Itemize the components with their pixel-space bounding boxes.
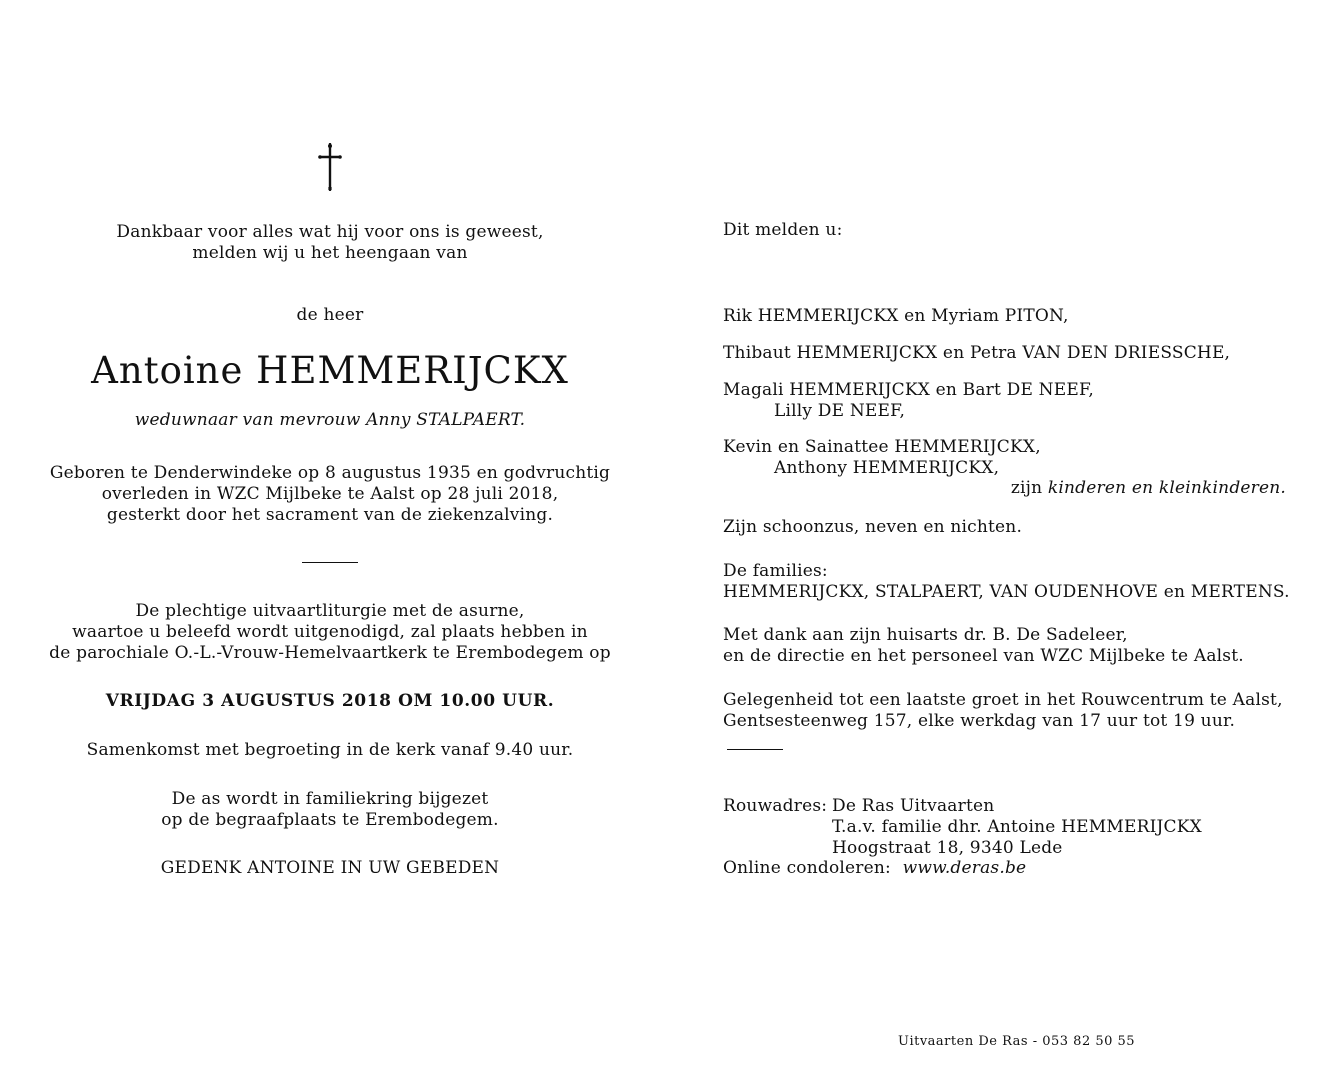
thanks-line-2: en de directie en het personeel van WZC Mijlbeke te Aalst.	[723, 646, 1244, 666]
address-line-1: De Ras Uitvaarten	[832, 796, 995, 816]
gathering-text: Samenkomst met begroeting in de kerk vanaf 9.40 uur.	[86, 740, 574, 760]
inlaws-text: Zijn schoonzus, neven en nichten.	[723, 517, 1023, 537]
footer-credit: Uitvaarten De Ras - 053 82 50 55	[898, 1034, 1136, 1049]
service-line-2: waartoe u beleefd wordt uitgenodigd, zal plaats hebben in	[72, 622, 588, 642]
online-url[interactable]: www.deras.be	[902, 858, 1027, 878]
cross-icon	[318, 143, 342, 191]
divider-left	[302, 562, 358, 563]
burial-line-1: De as wordt in familiekring bijgezet	[171, 789, 489, 809]
burial-line-2: op de begraafplaats te Erembodegem.	[161, 810, 499, 830]
address-line-2: T.a.v. familie dhr. Antoine HEMMERIJCKX	[832, 817, 1202, 837]
burial-text	[30, 789, 630, 831]
address-line-3: Hoogstraat 18, 9340 Lede	[832, 838, 1063, 858]
announce-text: Dit melden u:	[723, 220, 843, 240]
family-line-3: Magali HEMMERIJCKX en Bart DE NEEF,	[723, 380, 1094, 400]
thanks-line-1: Met dank aan zijn huisarts dr. B. De Sadeleer,	[723, 625, 1128, 645]
service-text	[30, 601, 630, 664]
family-line-4: Kevin en Sainattee HEMMERIJCKX,	[723, 437, 1041, 457]
relation-text: kinderen en kleinkinderen.	[1047, 478, 1286, 498]
intro-line-1: Dankbaar voor alles wat hij voor ons is geweest,	[116, 222, 544, 242]
online-label: Online condoleren:	[723, 858, 891, 878]
address-label: Rouwadres:	[723, 796, 828, 816]
widower-line: weduwnaar van mevrouw Anny STALPAERT.	[134, 410, 526, 430]
birth-line-1: Geboren te Denderwindeke op 8 augustus 1935 en godvruchtig	[49, 463, 611, 483]
divider-right	[727, 749, 783, 750]
families-label: De families:	[723, 561, 828, 581]
family-line-1: Rik HEMMERIJCKX en Myriam PITON,	[723, 306, 1069, 326]
family-line-4-child: Anthony HEMMERIJCKX,	[774, 458, 1000, 478]
relation-line	[1011, 478, 1286, 499]
visit-line-1: Gelegenheid tot een laatste groet in het Rouwcentrum te Aalst,	[723, 690, 1283, 710]
family-line-3-child: Lilly DE NEEF,	[774, 401, 906, 421]
visit-line-2: Gentsesteenweg 157, elke werkdag van 17 uur tot 19 uur.	[723, 711, 1236, 731]
families-list: HEMMERIJCKX, STALPAERT, VAN OUDENHOVE en MERTENS.	[723, 582, 1290, 602]
family-line-2: Thibaut HEMMERIJCKX en Petra VAN DEN DRIESSCHE,	[723, 343, 1231, 363]
birth-line-3: gesterkt door het sacrament van de ziekenzalving.	[106, 505, 554, 525]
birth-line-2: overleden in WZC Mijlbeke te Aalst op 28 juli 2018,	[101, 484, 559, 504]
deceased-name: Antoine HEMMERIJCKX	[91, 349, 569, 392]
relation-prefix: zijn	[1010, 478, 1043, 498]
title-prefix: de heer	[296, 305, 364, 325]
intro-text	[30, 222, 630, 264]
intro-line-2: melden wij u het heengaan van	[192, 243, 468, 263]
service-date: VRIJDAG 3 AUGUSTUS 2018 OM 10.00 UUR.	[105, 691, 555, 711]
service-line-1: De plechtige uitvaartliturgie met de asurne,	[135, 601, 525, 621]
service-line-3: de parochiale O.-L.-Vrouw-Hemelvaartkerk te Erembodegem op	[49, 643, 611, 663]
birth-death-text	[30, 463, 630, 526]
online-condolence	[723, 858, 1026, 879]
remember-text: GEDENK ANTOINE IN UW GEBEDEN	[160, 858, 500, 878]
